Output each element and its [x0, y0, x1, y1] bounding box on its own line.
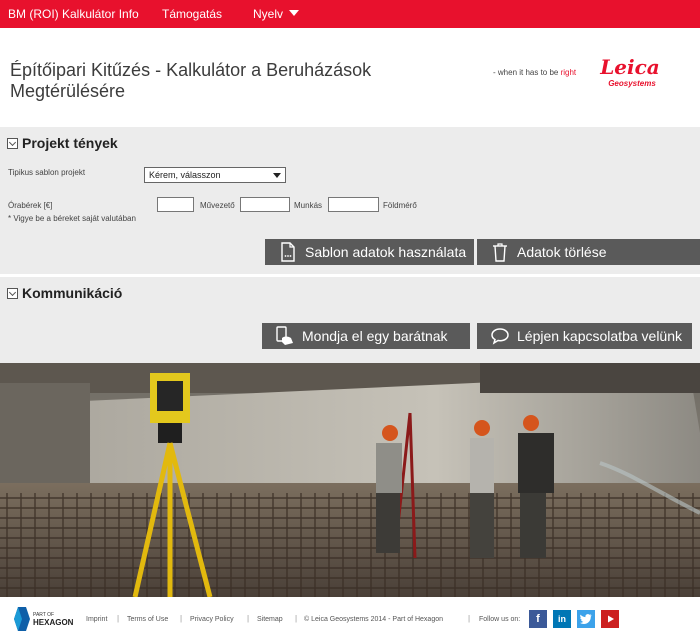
use-template-button[interactable]: [265, 239, 474, 265]
leica-logo[interactable]: [598, 52, 662, 92]
communication-section: [0, 277, 700, 363]
chat-bubble-icon: [489, 325, 511, 347]
hourly-rates-label: Órabérek [€]: [8, 201, 53, 210]
tagline-highlight: right: [560, 68, 577, 77]
footer-separator: |: [117, 614, 120, 623]
footer-link-sitemap[interactable]: Sitemap: [257, 616, 283, 623]
share-hand-icon: [274, 325, 296, 347]
construction-site-photo: [0, 363, 700, 597]
brand-tagline: [493, 68, 576, 77]
surveyor-rate-label: Földmérő: [383, 201, 417, 210]
trash-icon: [489, 241, 511, 263]
use-template-label: Sablon adatok használata: [305, 244, 467, 260]
footer-follow-label: Follow us on:: [479, 616, 521, 623]
project-facts-header[interactable]: [7, 135, 118, 151]
currency-note: * Vigye be a béreket saját valutában: [8, 214, 136, 223]
logo-subtext: Geosystems: [608, 79, 656, 88]
tell-a-friend-button[interactable]: [262, 323, 470, 349]
template-project-selected: Kérem, válasszon: [149, 170, 221, 180]
footer-separator: |: [180, 614, 183, 623]
logo-text: Leica: [600, 55, 660, 79]
clear-data-button[interactable]: [477, 239, 700, 265]
footer-separator: |: [247, 614, 250, 623]
nav-support[interactable]: Támogatás: [162, 7, 223, 21]
project-facts-heading: Projekt tények: [22, 135, 118, 151]
document-icon: [277, 241, 299, 263]
collapse-icon[interactable]: [7, 288, 18, 299]
footer-separator: |: [295, 614, 298, 623]
footer-link-terms[interactable]: Terms of Use: [127, 616, 169, 623]
top-navigation-bar: [0, 0, 700, 28]
nav-calculator-info[interactable]: BM (ROI) Kalkulátor Info: [8, 7, 139, 21]
linkedin-icon[interactable]: in: [553, 610, 571, 628]
dropdown-arrow-icon: [273, 173, 281, 178]
clear-data-label: Adatok törlése: [517, 244, 607, 260]
facebook-icon[interactable]: f: [529, 610, 547, 628]
hexagon-name: HEXAGON: [33, 618, 74, 627]
chevron-down-icon: [289, 10, 299, 16]
twitter-icon[interactable]: [577, 610, 595, 628]
communication-heading: Kommunikáció: [22, 285, 123, 301]
footer-copyright: © Leica Geosystems 2014 - Part of Hexagon: [304, 616, 444, 623]
footer-separator: |: [468, 614, 471, 623]
hexagon-part-of: PART OF: [33, 612, 55, 618]
collapse-icon[interactable]: [7, 138, 18, 149]
contact-us-button[interactable]: [477, 323, 692, 349]
communication-header[interactable]: [7, 285, 122, 301]
hexagon-logo[interactable]: [10, 604, 76, 634]
surveyor-rate-input[interactable]: [328, 197, 379, 212]
tell-a-friend-label: Mondja el egy barátnak: [302, 328, 448, 344]
footer-link-imprint[interactable]: Imprint: [86, 616, 108, 623]
youtube-icon[interactable]: [601, 610, 619, 628]
template-project-label: Tipikus sablon projekt: [8, 168, 86, 177]
page-title: Építőipari Kitűzés - Kalkulátor a Beruházások Megtérülésére: [10, 60, 372, 101]
foreman-rate-label: Művezető: [200, 201, 235, 210]
contact-us-label: Lépjen kapcsolatba velünk: [517, 328, 683, 344]
footer-link-privacy[interactable]: Privacy Policy: [190, 616, 234, 623]
worker-rate-input[interactable]: [240, 197, 290, 212]
nav-language-label: Nyelv: [253, 7, 284, 21]
worker-rate-label: Munkás: [294, 201, 323, 210]
foreman-rate-input[interactable]: [157, 197, 194, 212]
nav-language-menu[interactable]: [253, 7, 299, 21]
tagline-prefix: - when it has to be: [493, 68, 561, 77]
template-project-select[interactable]: [144, 167, 286, 183]
